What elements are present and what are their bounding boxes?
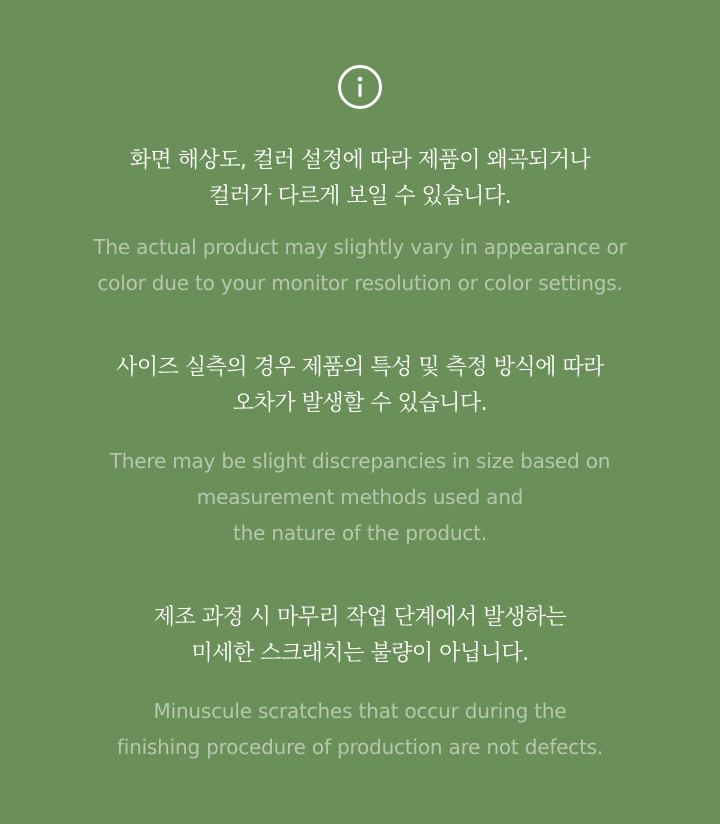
notice-line: measurement methods used and — [196, 485, 524, 509]
notice-line: The actual product may slightly vary in appearance or — [93, 235, 627, 259]
notice-line: 미세한 스크래치는 불량이 아닙니다. — [191, 641, 529, 666]
notice-line: color due to your monitor resolution or color settings. — [97, 271, 623, 295]
color-notice-korean — [0, 143, 720, 215]
notice-line: Minuscule scratches that occur during the — [153, 699, 567, 723]
notice-line: 컬러가 다르게 보일 수 있습니다. — [208, 184, 512, 209]
info-circle-icon — [337, 64, 383, 110]
notice-line: finishing procedure of production are not defects. — [116, 735, 604, 759]
notice-line: 오차가 발생할 수 있습니다. — [232, 391, 488, 416]
notice-line: 화면 해상도, 컬러 설정에 따라 제품이 왜곡되거나 — [129, 148, 591, 173]
scratch-notice-korean — [0, 600, 720, 672]
size-notice-korean — [0, 350, 720, 422]
notice-line: the nature of the product. — [233, 521, 487, 545]
notice-line: 제조 과정 시 마무리 작업 단계에서 발생하는 — [153, 605, 567, 630]
size-notice-english — [0, 443, 720, 551]
color-notice-english — [0, 229, 720, 301]
notice-line: 사이즈 실측의 경우 제품의 특성 및 측정 방식에 따라 — [116, 355, 604, 380]
scratch-notice-english — [0, 693, 720, 765]
notice-line: There may be slight discrepancies in size based on — [109, 449, 611, 473]
